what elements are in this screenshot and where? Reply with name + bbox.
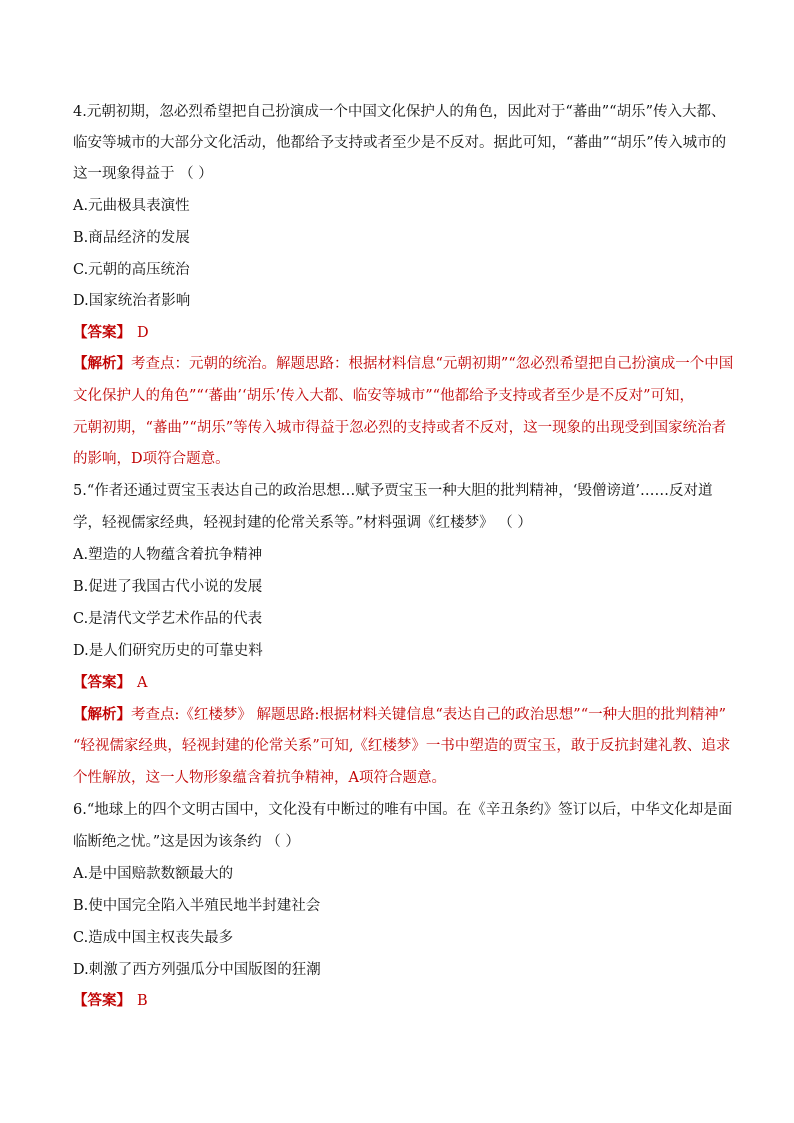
q4-answer-value: D xyxy=(137,325,149,341)
q6-stem-line-2: 临断绝之忧。”这是因为该条约 （ ） xyxy=(73,834,300,850)
q5-analysis-text: 考查点:《红楼梦》 解题思路:根据材料关键信息 xyxy=(131,707,436,723)
q6-option-b: B.使中国完全陷入半殖民地半封建社会 xyxy=(73,898,321,914)
q4-option-a: A.元曲极具表演性 xyxy=(73,198,190,214)
q4-analysis-quote: “元朝初期”“忽必烈希望把自己扮演成一个中国 xyxy=(435,356,734,372)
q5-stem-line-2: 学，轻视儒家经典，轻视封建的伦常关系等。”材料强调《红楼梦》 （ ） xyxy=(73,515,532,531)
q4-option-d: D.国家统治者影响 xyxy=(73,293,191,309)
q4-analysis-text-2: 可知， xyxy=(650,388,694,404)
q4-answer-row xyxy=(73,325,733,341)
q5-analysis-line-2 xyxy=(73,738,733,754)
q5-answer-row xyxy=(73,675,733,691)
q5-option-d: D.是人们研究历史的可靠史料 xyxy=(73,643,263,659)
q6-answer-value: B xyxy=(137,993,148,1009)
q4-analysis-text: 考查点：元朝的统治。解题思路：根据材料信息 xyxy=(131,356,436,372)
q5-answer-label: 【答案】 xyxy=(73,674,131,691)
q5-analysis-quote-2: “轻视儒家经典，轻视封建的伦常关系” xyxy=(73,738,320,754)
q5-analysis-line-3: 个性解放，这一人物形象蕴含着抗争精神，A项符合题意。 xyxy=(73,770,446,786)
q5-analysis-text-2: 可知,《红楼梦》一书中塑造的贾宝玉，敢于反抗封建礼教、追求 xyxy=(319,738,731,754)
q4-option-c: C.元朝的高压统治 xyxy=(73,262,190,278)
q4-analysis-line-2 xyxy=(73,388,733,404)
q4-analysis-line-1 xyxy=(73,356,733,372)
q4-answer-label: 【答案】 xyxy=(73,324,131,341)
q4-stem-line-2: 临安等城市的大部分文化活动，他都给予支持或者至少是不反对。据此可知，“蕃曲”“胡乐”传入城市的 xyxy=(73,135,727,151)
q5-analysis-quote: “表达自己的政治思想”“一种大胆的批判精神” xyxy=(435,707,727,723)
q6-answer-row xyxy=(73,993,733,1009)
q4-stem-line-1: 4.元朝初期，忽必烈希望把自己扮演成一个中国文化保护人的角色，因此对于“蕃曲”“胡乐”传入大都、 xyxy=(73,104,726,120)
q4-analysis-line-3: 元朝初期，“蕃曲”“胡乐”等传入城市得益于忽必烈的支持或者不反对，这一现象的出现受到国家统治者 xyxy=(73,420,727,436)
q6-stem-line-1: 6.“地球上的四个文明古国中，文化没有中断过的唯有中国。在《辛丑条约》签订以后，中华文化却是面 xyxy=(73,802,733,818)
q5-option-c: C.是清代文学艺术作品的代表 xyxy=(73,611,263,627)
q5-analysis-line-1 xyxy=(73,707,733,723)
q6-answer-label: 【答案】 xyxy=(73,992,131,1009)
q5-option-a: A.塑造的人物蕴含着抗争精神 xyxy=(73,547,263,563)
q4-stem-line-3: 这一现象得益于 （ ） xyxy=(73,166,213,182)
q5-option-b: B.促进了我国古代小说的发展 xyxy=(73,579,263,595)
q6-option-c: C.造成中国主权丧失最多 xyxy=(73,930,234,946)
q4-option-b: B.商品经济的发展 xyxy=(73,230,190,246)
q6-option-d: D.刺激了西方列强瓜分中国版图的狂潮 xyxy=(73,962,321,978)
q5-stem-line-1: 5.“作者还通过贾宝玉表达自己的政治思想…赋予贾宝玉一种大胆的批判精神，‘毁僧谤道’……反对道 xyxy=(73,483,713,499)
q4-analysis-quote-2: 文化保护人的角色”“‘蕃曲’‘胡乐’传入大都、临安等城市”“他都给予支持或者至少是不反对” xyxy=(73,388,651,404)
q6-option-a: A.是中国赔款数额最大的 xyxy=(73,866,234,882)
q5-analysis-label: 【解析】 xyxy=(73,706,131,723)
q5-answer-value: A xyxy=(137,675,148,691)
q4-analysis-line-4: 的影响，D项符合题意。 xyxy=(73,451,230,467)
q4-analysis-label: 【解析】 xyxy=(73,355,131,372)
